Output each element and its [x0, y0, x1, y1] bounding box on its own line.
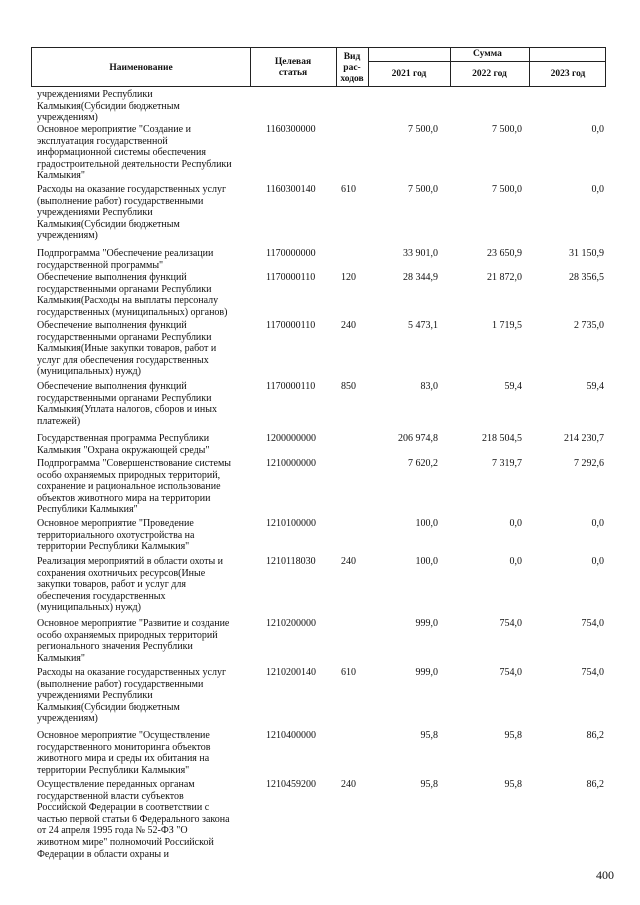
row-value-2023: 214 230,7 — [564, 433, 604, 444]
row-value-2021: 999,0 — [415, 667, 438, 678]
header-vid-line3: ходов — [340, 73, 364, 84]
row-value-2021: 95,8 — [420, 730, 438, 741]
header-name: Наименование — [109, 62, 173, 73]
page-number: 400 — [596, 868, 614, 882]
row-target-code: 1210200000 — [266, 618, 316, 629]
row-value-2022: 23 650,9 — [487, 248, 522, 259]
row-expense-type: 120 — [341, 272, 356, 283]
row-expense-type: 610 — [341, 667, 356, 678]
row-value-2022: 95,8 — [504, 730, 522, 741]
row-name: Основное мероприятие "Проведение территориального охотустройства на территории Республики Калмыкия" — [37, 518, 195, 553]
row-target-code: 1170000110 — [266, 272, 316, 283]
row-expense-type: 610 — [341, 184, 356, 195]
row-name: Обеспечение выполнения функций государственными органами Республики Калмыкия(Расходы на выплаты персоналу государственных (муниципальных) органов) — [37, 272, 228, 318]
row-value-2022: 754,0 — [499, 667, 522, 678]
row-value-2022: 7 500,0 — [492, 124, 522, 135]
row-value-2021: 7 620,2 — [408, 458, 438, 469]
header-target-line2: статья — [278, 68, 308, 78]
row-expense-type: 240 — [341, 320, 356, 331]
row-value-2021: 33 901,0 — [403, 248, 438, 259]
row-value-2021: 100,0 — [415, 556, 438, 567]
row-value-2022: 0,0 — [509, 556, 522, 567]
row-target-code: 1210459200 — [266, 779, 316, 790]
row-target-code: 1170000110 — [266, 381, 316, 392]
row-name: Обеспечение выполнения функций государственными органами Республики Калмыкия(Уплата налогов, сборов и иных платежей) — [37, 381, 217, 427]
header-year-2022: 2022 год — [472, 69, 507, 79]
row-value-2023: 0,0 — [591, 518, 604, 529]
row-value-2021: 100,0 — [415, 518, 438, 529]
row-target-code: 1160300140 — [266, 184, 316, 195]
row-value-2023: 0,0 — [591, 556, 604, 567]
row-value-2023: 31 150,9 — [569, 248, 604, 259]
row-target-code: 1170000000 — [266, 248, 316, 259]
row-value-2021: 5 473,1 — [408, 320, 438, 331]
row-name: Основное мероприятие "Создание и эксплуатация государственной информационной системы обеспечения градостроительной деятельности Республики Калмыкия" — [37, 124, 232, 182]
row-target-code: 1210000000 — [266, 458, 316, 469]
row-name: Обеспечение выполнения функций государственными органами Республики Калмыкия(Иные закупки товаров, работ и услуг для обеспечения государственных (муниципальных) нужд) — [37, 320, 217, 378]
row-target-code: 1210118030 — [266, 556, 316, 567]
row-value-2023: 754,0 — [581, 667, 604, 678]
row-value-2023: 0,0 — [591, 184, 604, 195]
header-vid-line2: рас- — [343, 62, 361, 73]
row-name: Расходы на оказание государственных услуг (выполнение работ) государственными учреждениями Республики Калмыкия(Субсидии бюджетным учреждениям) — [37, 667, 227, 725]
row-name: Основное мероприятие "Развитие и создание особо охраняемых природных территорий регионального значения Республики Калмыкия" — [37, 618, 230, 664]
row-value-2022: 7 319,7 — [492, 458, 522, 469]
row-value-2022: 1 719,5 — [492, 320, 522, 331]
header-vid-line1: Вид — [343, 51, 361, 62]
row-value-2021: 7 500,0 — [408, 184, 438, 195]
row-value-2022: 95,8 — [504, 779, 522, 790]
header-sum: Сумма — [473, 49, 502, 59]
row-value-2023: 28 356,5 — [569, 272, 604, 283]
row-name: Расходы на оказание государственных услуг (выполнение работ) государственными учреждениями Республики Калмыкия(Субсидии бюджетным учреждениям) — [37, 184, 227, 242]
row-target-code: 1210200140 — [266, 667, 316, 678]
header-year-2023: 2023 год — [550, 69, 586, 79]
row-name: Подпрограмма "Обеспечение реализации государственной программы" — [37, 248, 214, 271]
row-value-2022: 7 500,0 — [492, 184, 522, 195]
row-target-code: 1170000110 — [266, 320, 316, 331]
row-value-2021: 95,8 — [420, 779, 438, 790]
row-value-2021: 28 344,9 — [403, 272, 438, 283]
row-value-2021: 7 500,0 — [408, 124, 438, 135]
row-target-code: 1210400000 — [266, 730, 316, 741]
row-target-code: 1160300000 — [266, 124, 316, 135]
row-name: Государственная программа Республики Калмыкия "Охрана окружающей среды" — [37, 433, 210, 456]
row-value-2023: 754,0 — [581, 618, 604, 629]
row-value-2022: 218 504,5 — [482, 433, 522, 444]
row-value-2023: 7 292,6 — [574, 458, 604, 469]
row-value-2021: 206 974,8 — [398, 433, 438, 444]
row-value-2021: 83,0 — [420, 381, 438, 392]
row-name: Основное мероприятие "Осуществление государственного мониторинга объектов животного мира и среды их обитания на территории Республики Калмыкия" — [37, 730, 211, 776]
row-expense-type: 850 — [341, 381, 356, 392]
row-value-2023: 59,4 — [586, 381, 604, 392]
row-expense-type: 240 — [341, 556, 356, 567]
row-expense-type: 240 — [341, 779, 356, 790]
row-name: Реализация мероприятий в области охоты и сохранения охотничьих ресурсов(Иные закупки товаров, работ и услуг для обеспечения государственных (муниципальных) нужд) — [37, 556, 224, 614]
row-value-2021: 999,0 — [415, 618, 438, 629]
header-target-line1: Целевая — [274, 57, 312, 67]
row-value-2022: 59,4 — [504, 381, 522, 392]
row-value-2023: 2 735,0 — [574, 320, 604, 331]
row-value-2023: 86,2 — [586, 730, 604, 741]
row-value-2022: 0,0 — [509, 518, 522, 529]
row-name: учреждениями Республики Калмыкия(Субсидии бюджетным учреждениям) — [37, 89, 180, 124]
row-value-2022: 21 872,0 — [487, 272, 522, 283]
row-value-2023: 0,0 — [591, 124, 604, 135]
row-value-2022: 754,0 — [499, 618, 522, 629]
row-name: Подпрограмма "Совершенствование системы особо охраняемых природных территорий, сохранение и рациональное использование объектов животного мира на территории Республики Калмыкия" — [37, 458, 231, 516]
row-target-code: 1200000000 — [266, 433, 316, 444]
row-target-code: 1210100000 — [266, 518, 316, 529]
row-value-2023: 86,2 — [586, 779, 604, 790]
header-year-2021: 2021 год — [391, 69, 427, 79]
row-name: Осуществление переданных органам государственной власти субъектов Российской Федерации в соответствии с частью первой статьи 6 Федерального закона от 24 апреля 1995 года № 52-ФЗ "О животном мире" полномочий Российской Федерации в области охраны и — [37, 779, 230, 860]
